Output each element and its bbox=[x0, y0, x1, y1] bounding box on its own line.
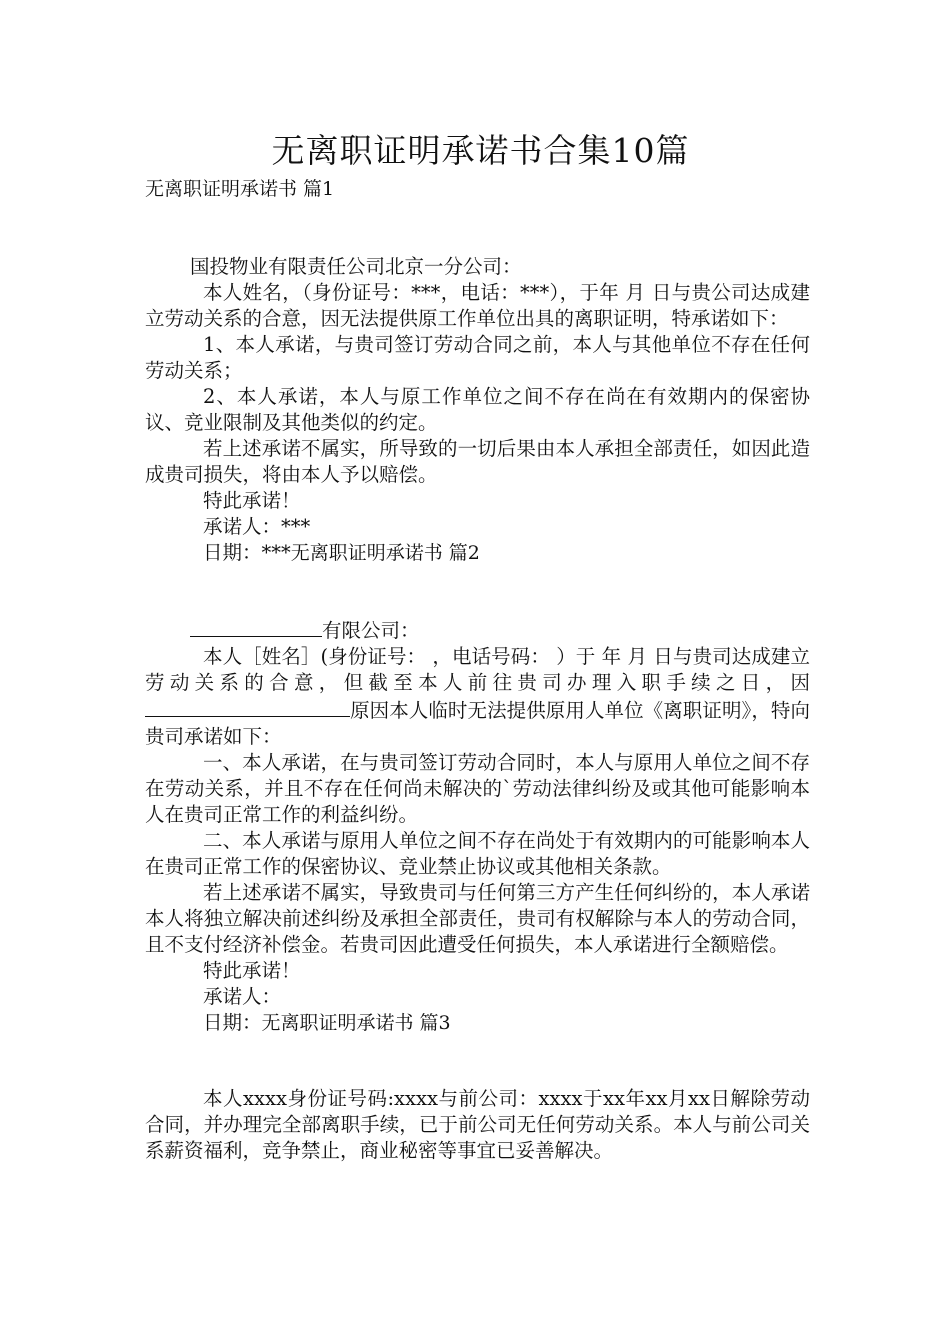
document-title: 无离职证明承诺书合集10篇 bbox=[271, 131, 690, 170]
section-1-heading: 无离职证明承诺书 篇1 bbox=[145, 178, 335, 200]
sec2-addressee-suffix: 有限公司： bbox=[322, 619, 420, 642]
sec1-date: 日期：*** bbox=[203, 541, 291, 564]
spacer bbox=[145, 1036, 810, 1086]
sec1-paragraph-1: 本人姓名，（身份证号：***，电话：***），于年 月 日与贵公司达成建立劳动关系的合意，因无法提供原工作单位出具的离职证明，特承诺如下： bbox=[145, 281, 810, 330]
sec3-paragraph-1: 本人xxxx身份证号码:xxxx与前公司：xxxx于xx年xx月xx日解除劳动合同，并办理完全部离职手续，已于前公司无任何劳动关系。本人与前公司关系薪资福利，竞争禁止，商业秘密等事宜已妥善解决。 bbox=[145, 1087, 810, 1162]
sec2-date-line bbox=[145, 1010, 810, 1036]
sec2-closing: 特此承诺！ bbox=[203, 959, 301, 982]
sec1-paragraph-4: 若上述承诺不属实，所导致的一切后果由本人承担全部责任，如因此造成贵司损失，将由本人予以赔偿。 bbox=[145, 437, 810, 486]
section-3-heading: 无离职证明承诺书 篇3 bbox=[261, 1012, 451, 1034]
sec2-addressee-line bbox=[145, 616, 810, 644]
sec2-paragraph-1 bbox=[145, 644, 810, 750]
section-2-heading: 无离职证明承诺书 篇2 bbox=[290, 542, 480, 564]
sec2-date: 日期： bbox=[203, 1011, 262, 1034]
reason-blank bbox=[145, 696, 350, 717]
sec1-paragraph-3: 2、本人承诺，本人与原工作单位之间不存在尚在有效期内的保密协议、竞业限制及其他类似的约定。 bbox=[145, 385, 810, 434]
spacer bbox=[145, 202, 810, 254]
sec2-paragraph-2: 一、本人承诺，在与贵司签订劳动合同时，本人与原用人单位之间不存在劳动关系，并且不存在任何尚未解决的`劳动法律纠纷及或其他可能影响本人在贵司正常工作的利益纠纷。 bbox=[145, 751, 810, 826]
sec1-closing: 特此承诺！ bbox=[203, 489, 301, 512]
sec1-date-line bbox=[145, 540, 810, 566]
sec2-signer: 承诺人： bbox=[203, 985, 282, 1008]
sec2-paragraph-4: 若上述承诺不属实，导致贵司与任何第三方产生任何纠纷的，本人承诺本人将独立解决前述纠纷及承担全部责任，贵司有权解除与本人的劳动合同，且不支付经济补偿金。若贵司因此遭受任何损失，本人承诺进行全额赔偿。 bbox=[145, 881, 810, 956]
sec1-signer: 承诺人：*** bbox=[203, 515, 311, 538]
sec1-paragraph-2: 1、本人承诺，与贵司签订劳动合同之前，本人与其他单位不存在任何劳动关系； bbox=[145, 333, 810, 382]
document-page bbox=[145, 126, 810, 1164]
company-name-blank bbox=[190, 616, 322, 637]
sec1-addressee: 国投物业有限责任公司北京一分公司： bbox=[190, 255, 522, 278]
sec2-paragraph-1-part-a: 本人［姓名］(身份证号： ，电话号码： ）于 年 月 日与贵司达成建立劳动关系的合意，但截至本人前往贵司办理入职手续之日，因 bbox=[145, 645, 810, 694]
sec2-paragraph-3: 二、本人承诺与原用人单位之间不存在尚处于有效期内的可能影响本人在贵司正常工作的保密协议、竞业禁止协议或其他相关条款。 bbox=[145, 829, 810, 878]
spacer bbox=[145, 566, 810, 616]
sec2-paragraph-1-part-b: 原因本人临时无法提供原用人单位《离职证明》，特向贵司承诺如下： bbox=[145, 699, 810, 748]
